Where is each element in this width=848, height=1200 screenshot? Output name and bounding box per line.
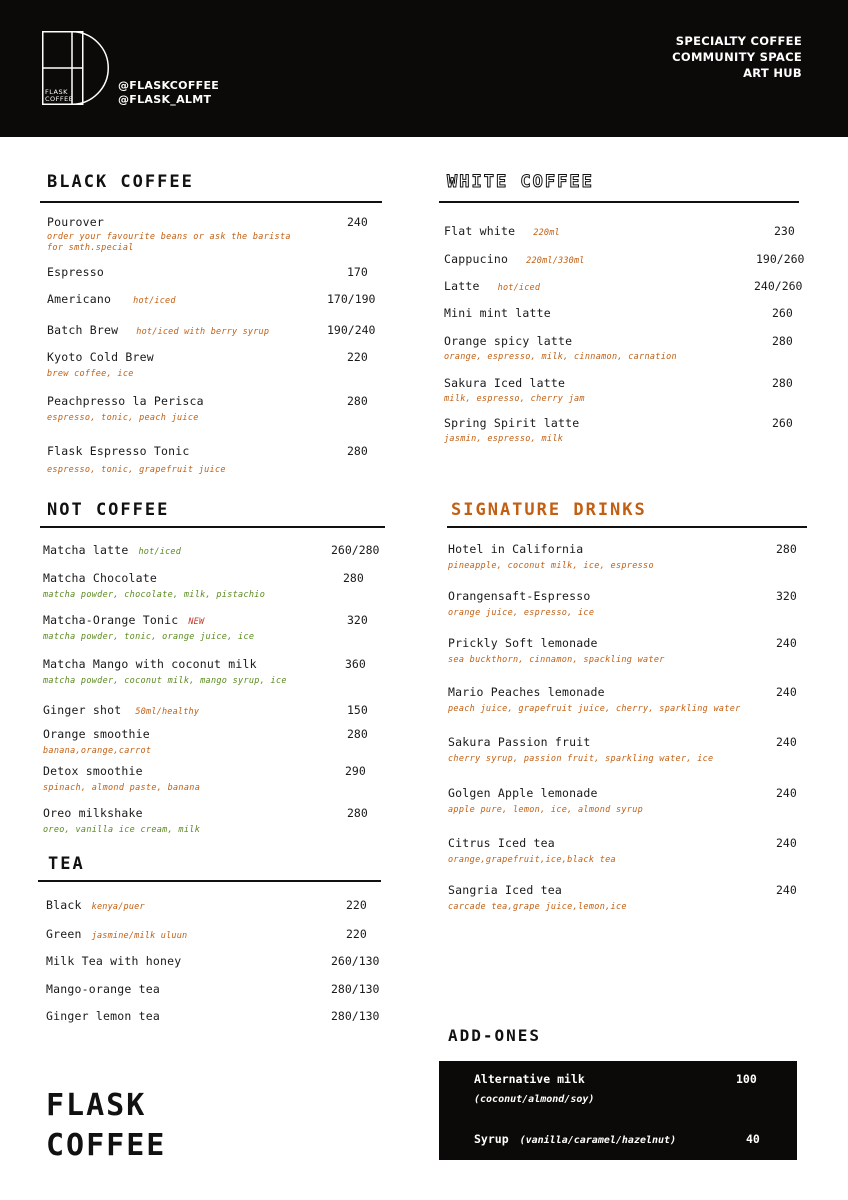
menu-item-name: Citrus Iced tea [448, 836, 555, 850]
menu-item-name: Mini mint latte [444, 306, 551, 320]
add-on-item [474, 1132, 676, 1146]
menu-item-price: 170 [347, 265, 368, 279]
menu-item-name: Matcha Mango with coconut milk [43, 657, 257, 671]
new-badge: NEW [188, 617, 205, 627]
menu-item-desc: apple pure, lemon, ice, almond syrup [448, 805, 644, 815]
menu-item-name: Cappucino [444, 252, 509, 266]
menu-item-desc: matcha powder, tonic, orange juice, ice [43, 632, 255, 642]
menu-item-name: Green [46, 927, 82, 941]
menu-item-desc: orange, espresso, milk, cinnamon, carnation [444, 352, 677, 362]
instagram-handle-2[interactable]: @FLASK_ALMT [118, 93, 212, 106]
menu-item-name: Ginger lemon tea [46, 1009, 160, 1023]
menu-item-price: 290 [345, 764, 366, 778]
menu-item-name: Sakura Passion fruit [448, 735, 591, 749]
menu-item-price: 260 [772, 416, 793, 430]
menu-item-name: Oreo milkshake [43, 806, 143, 820]
menu-item-desc: matcha powder, chocolate, milk, pistachio [43, 590, 266, 600]
menu-item-note: jasmine/milk uluun [91, 931, 188, 941]
menu-item-name: Matcha latte [43, 543, 129, 557]
menu-item-note: 220ml/330ml [526, 256, 585, 266]
menu-item [444, 279, 540, 293]
menu-item-name: Sakura Iced latte [444, 376, 566, 390]
not-coffee-title: NOT COFFEE [47, 500, 170, 520]
add-on-detail: (coconut/almond/soy) [474, 1094, 595, 1105]
menu-item-note: kenya/puer [91, 902, 145, 912]
menu-item-price: 240 [776, 685, 797, 699]
menu-item-price: 240 [776, 786, 797, 800]
menu-item-desc: sea buckthorn, cinnamon, spackling water [448, 655, 665, 665]
menu-item-note: 50ml/healthy [135, 707, 200, 717]
menu-item-desc: milk, espresso, cherry jam [444, 394, 585, 404]
tea-title: TEA [48, 854, 85, 874]
menu-item-desc: matcha powder, coconut milk, mango syrup, ice [43, 676, 287, 686]
menu-item-name: Latte [444, 279, 480, 293]
menu-item-name: Hotel in California [448, 542, 584, 556]
add-on-price: 40 [746, 1132, 760, 1146]
menu-item-price: 220 [346, 898, 367, 912]
menu-item-desc: banana,orange,carrot [43, 746, 152, 756]
menu-item-name: Black [46, 898, 82, 912]
menu-item [46, 927, 187, 941]
section-divider [40, 526, 385, 528]
add-on-name: Syrup [474, 1132, 509, 1146]
menu-item-price: 280 [772, 334, 793, 348]
menu-item-price: 220 [347, 350, 368, 364]
menu-item-name: Matcha-Orange Tonic [43, 613, 179, 627]
menu-item-name: Matcha Chocolate [43, 571, 157, 585]
menu-item-price: 260 [772, 306, 793, 320]
menu-item-desc: brew coffee, ice [47, 369, 134, 379]
menu-item-desc: cherry syrup, passion fruit, sparkling water, ice [448, 754, 714, 764]
menu-item-price: 280 [776, 542, 797, 556]
menu-item-desc: orange juice, espresso, ice [448, 608, 595, 618]
add-on-price: 100 [736, 1072, 757, 1086]
menu-item-price: 190/260 [756, 252, 805, 266]
social-handles [118, 79, 219, 107]
menu-item-desc: orange,grapefruit,ice,black tea [448, 855, 616, 865]
menu-item-price: 360 [345, 657, 366, 671]
section-divider [38, 880, 381, 882]
menu-item-price: 280 [347, 727, 368, 741]
menu-item-note: hot/iced with berry syrup [136, 327, 270, 337]
menu-item-price: 220 [346, 927, 367, 941]
menu-item-price: 280 [343, 571, 364, 585]
menu-item-price: 240 [776, 836, 797, 850]
section-divider [40, 201, 382, 203]
add-ones-title: ADD-ONES [448, 1026, 542, 1045]
section-divider [439, 201, 799, 203]
menu-item-name: Milk Tea with honey [46, 954, 182, 968]
instagram-handle-1[interactable]: @FLASKCOFFEE [118, 79, 220, 92]
menu-item-price: 170/190 [327, 292, 376, 306]
menu-item-desc: jasmin, espresso, milk [444, 434, 564, 444]
menu-item-price: 240 [776, 636, 797, 650]
menu-item-price: 240 [776, 883, 797, 897]
menu-item-name: Flat white [444, 224, 516, 238]
menu-item [47, 292, 176, 306]
menu-item [444, 252, 585, 266]
menu-item-price: 280 [347, 394, 368, 408]
menu-item-name: Batch Brew [47, 323, 119, 337]
menu-item-price: 280 [347, 444, 368, 458]
menu-item [444, 224, 560, 238]
menu-item-name: Prickly Soft lemonade [448, 636, 598, 650]
menu-item-price: 190/240 [327, 323, 376, 337]
menu-item-note: hot/iced [138, 547, 182, 557]
white-coffee-title: WHITE COFFEE [447, 172, 594, 192]
menu-item-desc: order your favourite beans or ask the barista [47, 232, 291, 242]
menu-item-desc: peach juice, grapefruit juice, cherry, sparkling water [448, 704, 741, 714]
menu-item-name: Espresso [47, 265, 104, 279]
menu-item [47, 323, 269, 337]
menu-item-desc: oreo, vanilla ice cream, milk [43, 825, 201, 835]
menu-item-note: hot/iced [133, 296, 176, 306]
menu-item-name: Orange spicy latte [444, 334, 573, 348]
menu-item-price: 320 [347, 613, 368, 627]
menu-item-desc: espresso, tonic, grapefruit juice [47, 465, 226, 475]
menu-item-price: 280/130 [331, 1009, 380, 1023]
menu-item-name: Orange smoothie [43, 727, 150, 741]
menu-item-price: 260/280 [331, 543, 380, 557]
menu-item-name: Pourover [47, 215, 104, 229]
section-divider [447, 526, 807, 528]
menu-item-note: 220ml [533, 228, 560, 238]
menu-item-name: Detox smoothie [43, 764, 143, 778]
menu-item-name: Kyoto Cold Brew [47, 350, 154, 364]
menu-item-name: Flask Espresso Tonic [47, 444, 190, 458]
menu-item-desc: spinach, almond paste, banana [43, 783, 201, 793]
menu-item-desc: espresso, tonic, peach juice [47, 413, 199, 423]
signature-drinks-title: SIGNATURE DRINKS [451, 500, 647, 520]
menu-item-name: Orangensaft-Espresso [448, 589, 591, 603]
header-bar [0, 0, 848, 137]
add-on-detail: (vanilla/caramel/hazelnut) [519, 1135, 677, 1146]
menu-item-note: hot/iced [497, 283, 541, 293]
menu-item-price: 280 [772, 376, 793, 390]
menu-item-desc: pineapple, coconut milk, ice, espresso [448, 561, 654, 571]
menu-item-name: Ginger shot [43, 703, 122, 717]
menu-item-name: Peachpresso la Perisca [47, 394, 204, 408]
footer-brand: FLASK COFFEE [46, 1088, 167, 1163]
menu-item-name: Mario Peaches lemonade [448, 685, 605, 699]
menu-item-price: 260/130 [331, 954, 380, 968]
menu-item-price: 320 [776, 589, 797, 603]
logo-text: FLASK COFFEE [45, 88, 74, 103]
menu-item-name: Mango-orange tea [46, 982, 160, 996]
flask-logo [42, 31, 110, 105]
menu-item-price: 230 [774, 224, 795, 238]
tagline: SPECIALTY COFFEE COMMUNITY SPACE ART HUB [672, 34, 802, 80]
black-coffee-title: BLACK COFFEE [47, 172, 194, 192]
menu-item-name: Sangria Iced tea [448, 883, 562, 897]
menu-item-name: Golgen Apple lemonade [448, 786, 598, 800]
menu-item-price: 240 [347, 215, 368, 229]
menu-item-name: Spring Spirit latte [444, 416, 580, 430]
menu-item-price: 240/260 [754, 279, 803, 293]
add-ones-box [439, 1061, 797, 1160]
menu-item-desc: carcade tea,grape juice,lemon,ice [448, 902, 627, 912]
menu-item-name: Americano [47, 292, 112, 306]
menu-item [43, 613, 204, 627]
menu-item-price: 240 [776, 735, 797, 749]
menu-item [43, 703, 199, 717]
menu-item [43, 543, 181, 557]
menu-item-price: 150 [347, 703, 368, 717]
menu-item-desc: for smth.special [47, 243, 134, 253]
menu-item-price: 280/130 [331, 982, 380, 996]
add-on-name: Alternative milk [474, 1072, 585, 1086]
menu-item-price: 280 [347, 806, 368, 820]
menu-item [46, 898, 145, 912]
